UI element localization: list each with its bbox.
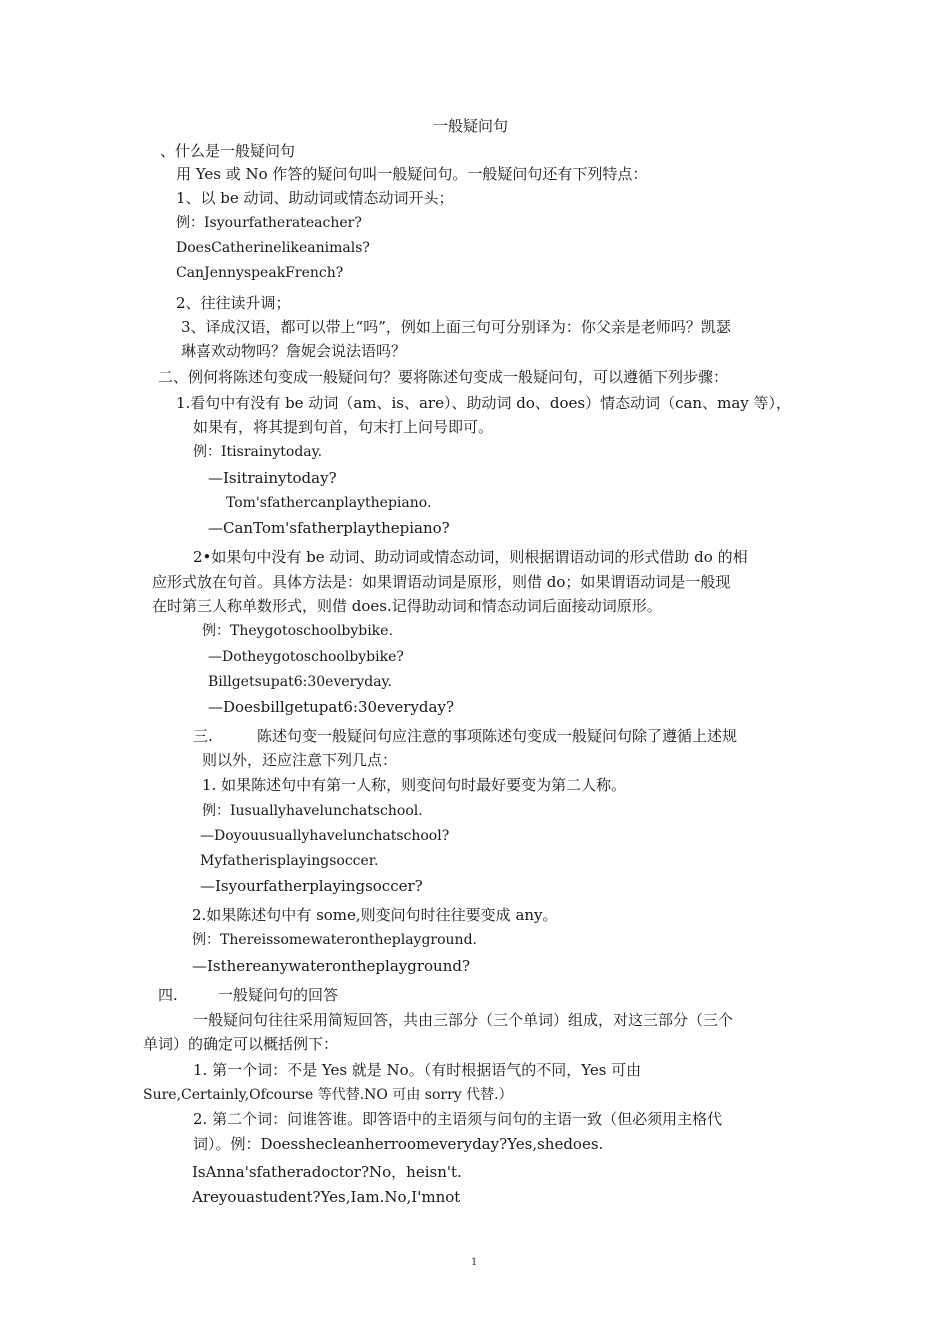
example-line: 例：Isyourfatherateacher? (176, 215, 362, 231)
example-line: Myfatherisplayingsoccer. (200, 853, 379, 869)
text-line: 1. 如果陈述句中有第一人称，则变问句时最好要变为第二人称。 (202, 776, 627, 794)
text-line: 1、以 be 动词、助动词或情态动词开头； (176, 189, 454, 207)
section-number: 四. (158, 986, 178, 1004)
text-line: 3、译成汉语，都可以带上“吗”，例如上面三句可分别译为：你父亲是老师吗？凯瑟 (181, 318, 731, 336)
text-line: 2. 第二个词：问谁答谁。即答语中的主语须与问句的主语一致（但必须用主格代 (193, 1110, 723, 1128)
text-line: 应形式放在句首。具体方法是：如果谓语动词是原形，则借 do；如果谓语动词是一般现 (152, 573, 731, 591)
text-line: Sure,Certainly,Ofcourse 等代替.NO 可由 sorry 代替.） (143, 1087, 513, 1103)
example-line: CanJennyspeakFrench? (176, 265, 344, 281)
section-heading: 二、例何将陈述句变成一般疑问句？要将陈述句变成一般疑问句，可以遵循下列步骤： (158, 368, 729, 386)
example-line: 例：Thereissomewaterontheplayground. (192, 932, 477, 948)
section-heading: 陈述句变一般疑问句应注意的事项陈述句变成一般疑问句除了遵循上述规 (257, 727, 738, 745)
example-line: IsAnna'sfatheradoctor?No，heisn't. (192, 1163, 462, 1181)
example-line: DoesCatherinelikeanimals? (176, 240, 370, 256)
page-title: 一般疑问句 (433, 117, 509, 135)
text-line: 2.如果陈述句中有 some,则变问句时往往要变成 any。 (192, 906, 558, 924)
example-line: 例：Iusuallyhavelunchatschool. (202, 803, 423, 819)
example-line: Billgetsupat6:30everyday. (208, 674, 393, 690)
example-line: —CanTom'sfatherplaythepiano? (208, 519, 450, 537)
section-heading: 一般疑问句的回答 (218, 986, 339, 1004)
text-line: 琳喜欢动物吗？詹妮会说法语吗？ (181, 342, 407, 360)
section-number: 三. (193, 727, 213, 745)
example-line: 例：Itisrainytoday. (193, 444, 323, 460)
text-line: 1. 第一个词：不是 Yes 就是 No。（有时根据语气的不同，Yes 可由 (193, 1061, 642, 1079)
example-line: —Dotheygotoschoolbybike? (208, 649, 404, 665)
text-line: 词）。例：Doesshecleanherroomeveryday?Yes,shedoes. (193, 1135, 604, 1153)
section-heading: 、什么是一般疑问句 (160, 142, 296, 160)
text-line: 单词）的确定可以概括例下： (143, 1035, 339, 1053)
example-line: 例：Theygotoschoolbybike. (202, 623, 393, 639)
example-line: Areyouastudent?Yes,Iam.No,I'mnot (192, 1188, 461, 1206)
text-line: 用 Yes 或 No 作答的疑问句叫一般疑问句。一般疑问句还有下列特点： (176, 165, 648, 183)
page-number: 1 (471, 1257, 478, 1268)
text-line: 2、往往读升调； (176, 294, 291, 312)
example-line: Tom'sfathercanplaythepiano. (226, 495, 432, 511)
example-line: —Isthereanywaterontheplayground? (192, 957, 471, 975)
example-line: —Doyouusuallyhavelunchatschool? (200, 828, 450, 844)
text-line: 则以外，还应注意下列几点： (202, 751, 398, 769)
text-line: 如果有，将其提到句首，句末打上问号即可。 (193, 418, 494, 436)
example-line: —Doesbillgetupat6:30everyday? (208, 698, 454, 716)
text-line: 1.看句中有没有 be 动词（am、is、are）、助动词 do、does）情态动词（can、may 等）， (176, 394, 792, 412)
text-line: 2•如果句中没有 be 动词、助动词或情态动词，则根据谓语动词的形式借助 do 的相 (193, 548, 748, 566)
example-line: —Isitrainytoday? (208, 469, 337, 487)
text-line: 一般疑问句往往采用简短回答，共由三部分（三个单词）组成，对这三部分（三个 (193, 1011, 734, 1029)
text-line: 在时第三人称单数形式，则借 does.记得助动词和情态动词后面接动词原形。 (152, 597, 662, 615)
example-line: —Isyourfatherplayingsoccer? (200, 877, 423, 895)
